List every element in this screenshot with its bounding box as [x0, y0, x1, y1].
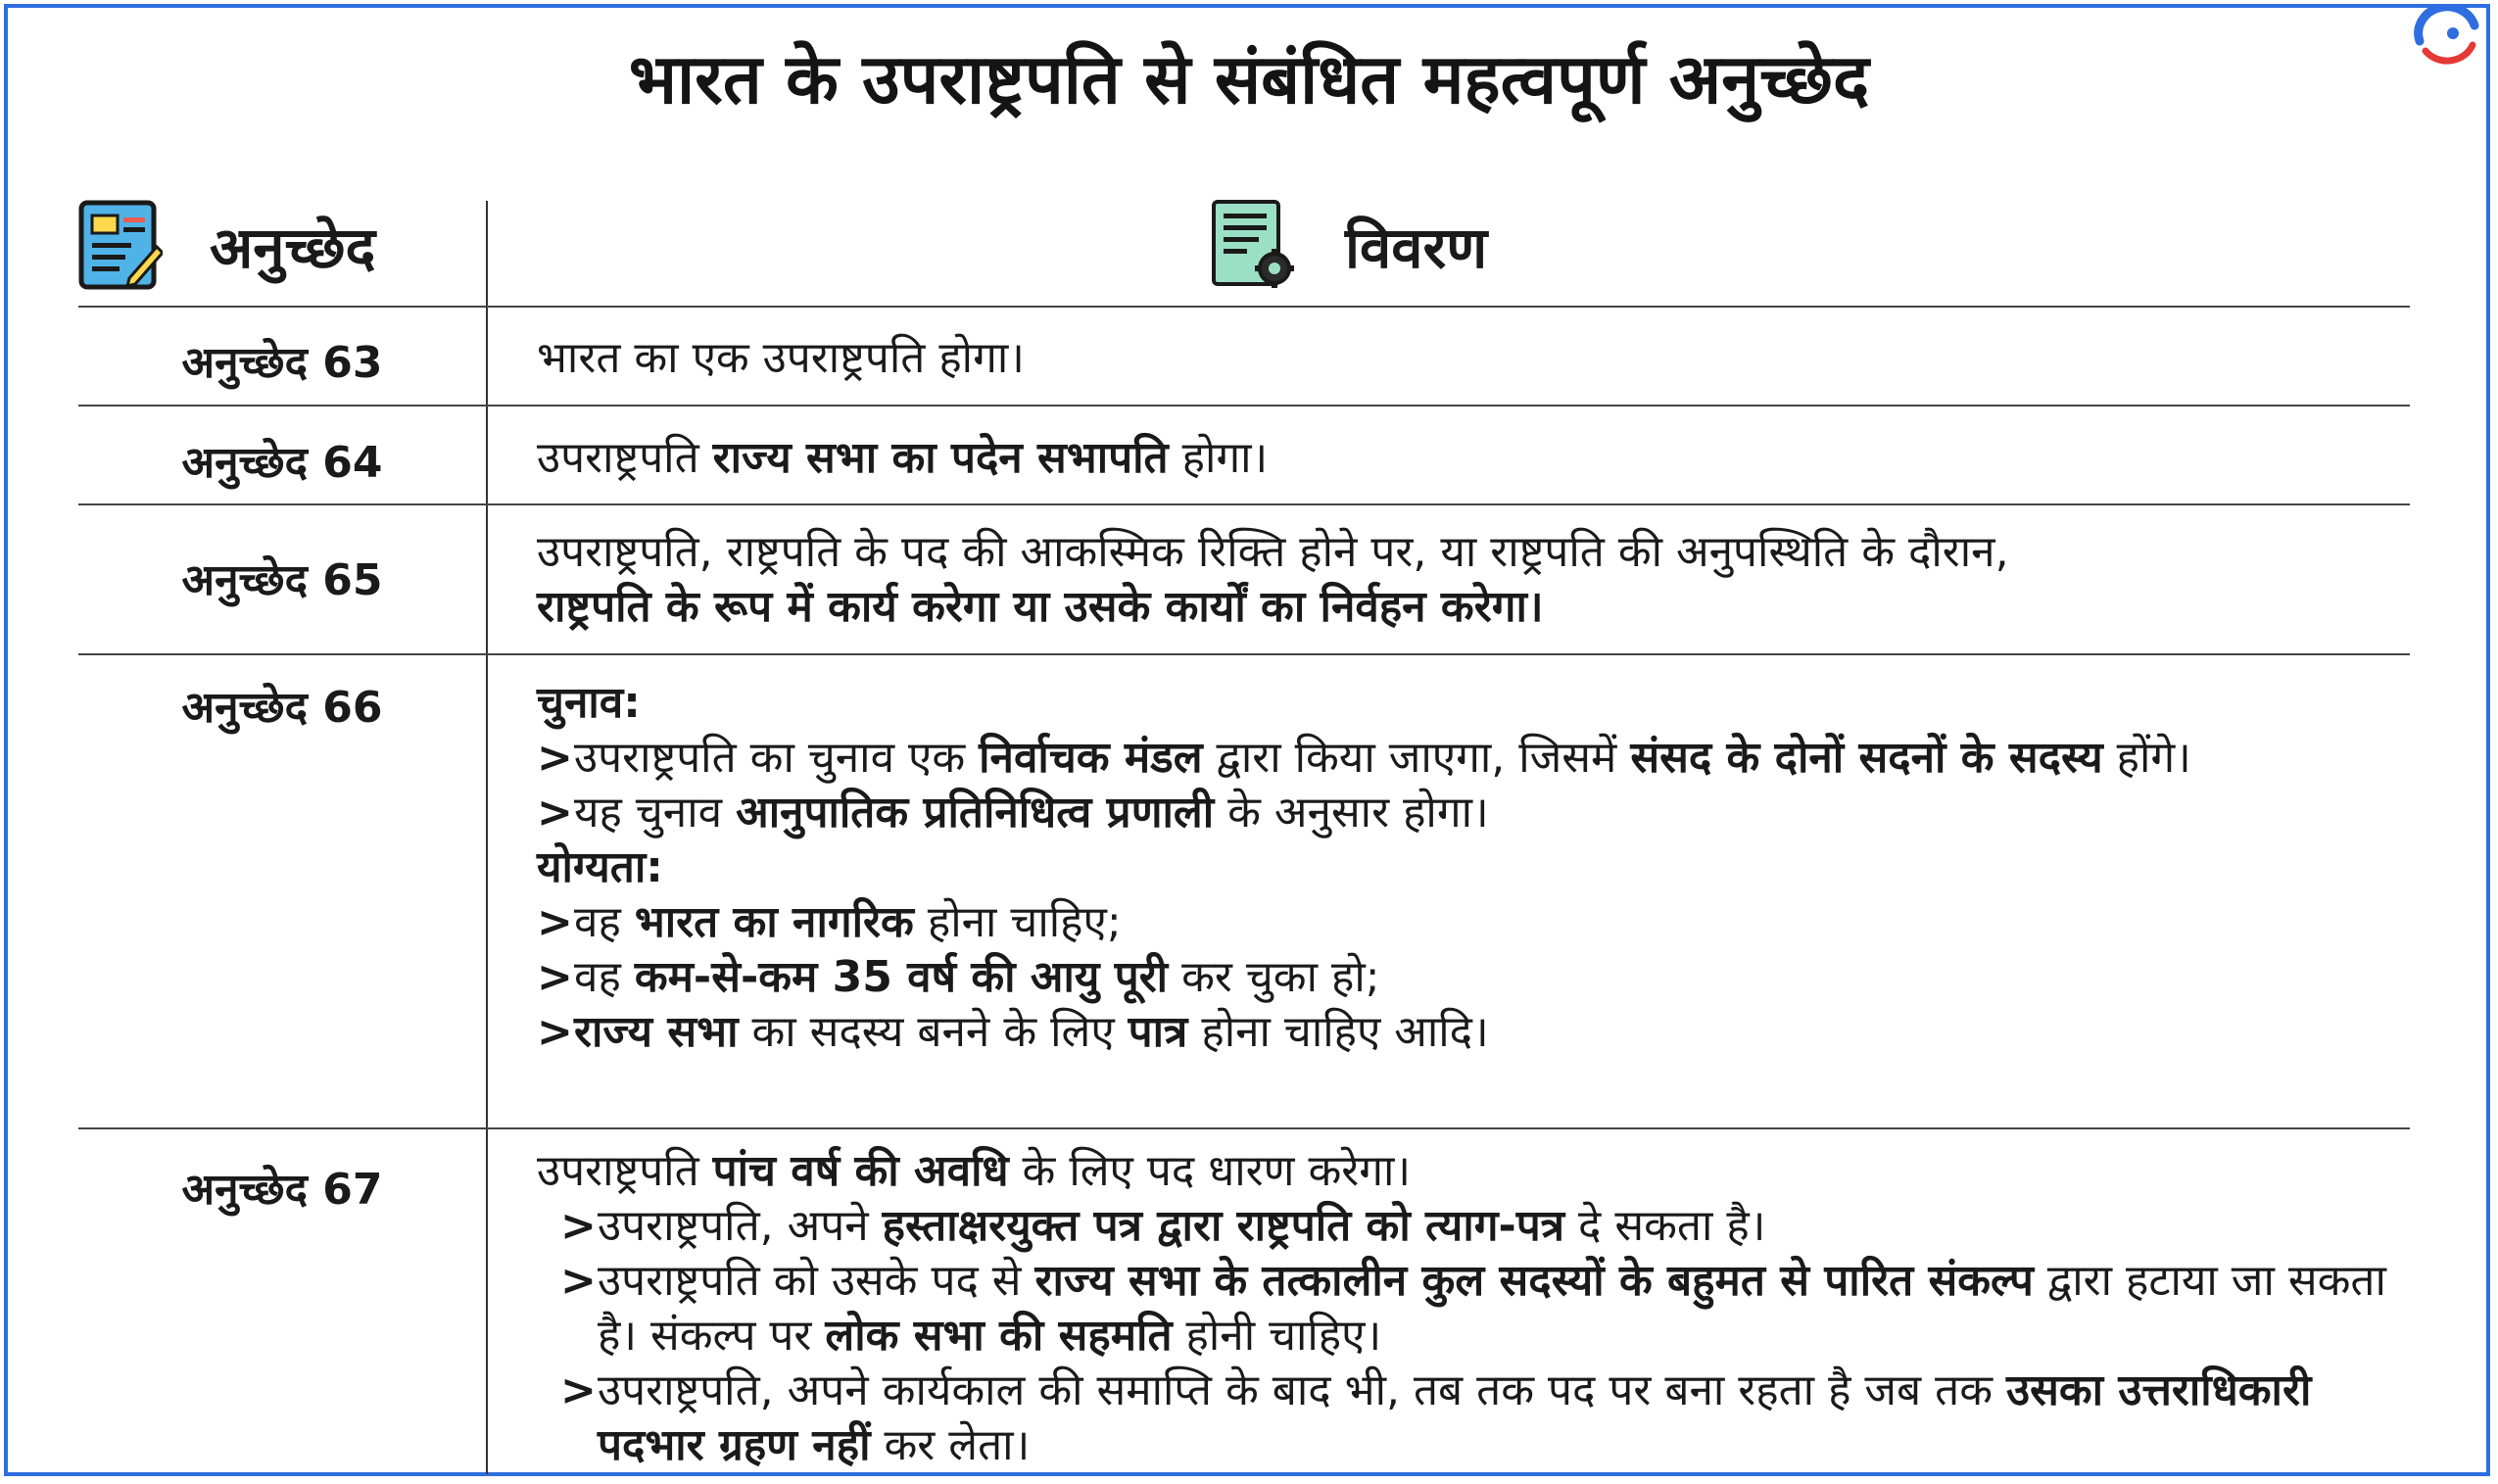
row-divider — [78, 503, 2410, 505]
article-description — [537, 676, 2418, 1060]
description-text: उपराष्ट्रपति — [537, 433, 713, 483]
bullet-text: उपराष्ट्रपति का चुनाव एक — [574, 733, 980, 783]
bullet-item — [537, 1005, 2418, 1060]
bullet-arrow-icon: > — [560, 1365, 597, 1415]
page-title: भारत के उपराष्ट्रपति से संबंधित महत्वपूर्ण अनुच्छेद — [628, 39, 1870, 120]
bullet-bold: उसका उत्तराधिकारी पदभार ग्रहण नहीं — [598, 1365, 2312, 1470]
document-settings-icon — [1210, 198, 1298, 292]
description-bold: पांच वर्ष की अवधि — [712, 1146, 1009, 1196]
description-text: के लिए पद धारण करेगा। — [1008, 1146, 1412, 1196]
bullet-text: वह — [574, 952, 635, 1002]
bullet-text: कर चुका हो; — [1168, 952, 1380, 1002]
bullet-item — [537, 731, 2418, 786]
bullet-text: के अनुसार होगा। — [1214, 788, 1489, 838]
bullet-bold: हस्ताक्षरयुक्त पत्र द्वारा राष्ट्रपति को त्याग-पत्र — [882, 1201, 1565, 1251]
bullet-bold: पात्र — [1128, 1007, 1188, 1057]
bullet-arrow-icon: > — [537, 1007, 573, 1057]
header-article-label: अनुच्छेद — [210, 214, 376, 281]
bullet-text: होंगे। — [2102, 733, 2191, 783]
bullet-arrow-icon: > — [537, 952, 573, 1002]
header-description-label: विवरण — [1345, 214, 1488, 281]
subheading-election: चुनाव: — [537, 678, 641, 728]
bullet-bold: आनुपातिक प्रतिनिधित्व प्रणाली — [736, 788, 1215, 838]
bullet-text: वह — [574, 897, 635, 947]
bullet-text: कर लेता। — [870, 1420, 1031, 1470]
article-description — [537, 331, 2418, 386]
bullet-text: द्वारा किया जाएगा, जिसमें — [1202, 733, 1631, 783]
bullet-arrow-icon: > — [560, 1201, 597, 1251]
bullet-item — [537, 895, 2418, 950]
bullet-arrow-icon: > — [537, 897, 573, 947]
article-label: अनुच्छेद 63 — [181, 338, 383, 388]
subheading-qualification: योग्यता: — [537, 842, 663, 892]
header-divider — [78, 306, 2410, 308]
bullet-arrow-icon: > — [537, 788, 573, 838]
bullet-bold: भारत का नागरिक — [634, 897, 914, 947]
bullet-item — [537, 950, 2418, 1005]
bullet-text: होनी चाहिए। — [1172, 1311, 1382, 1361]
article-label: अनुच्छेद 67 — [181, 1165, 383, 1215]
article-label: अनुच्छेद 66 — [181, 683, 383, 733]
bullet-bold: राज्य सभा के तत्कालीन कुल सदस्यों के बहुमत से पारित संकल्प — [1034, 1256, 2034, 1306]
bullet-arrow-icon: > — [537, 733, 573, 783]
bullet-bold: निर्वाचक मंडल — [979, 733, 1203, 783]
bullet-item — [537, 1199, 2418, 1254]
header-article — [78, 186, 375, 304]
bullet-bold: संसद के दोनों सदनों के सदस्य — [1630, 733, 2103, 783]
edit-document-icon — [78, 200, 163, 290]
bullet-text: का सदस्य बनने के लिए — [738, 1007, 1129, 1057]
bullet-text: यह चुनाव — [574, 788, 737, 838]
bullet-text: उपराष्ट्रपति, अपने — [598, 1201, 883, 1251]
article-description — [537, 525, 2418, 635]
description-text: उपराष्ट्रपति — [537, 1146, 713, 1196]
article-description — [537, 1144, 2418, 1473]
bullet-text: द्वारा हटाया जा सकता है। संकल्प पर — [598, 1256, 2386, 1361]
bullet-item — [537, 1254, 2418, 1364]
row-divider — [78, 653, 2410, 655]
row-divider — [78, 1127, 2410, 1129]
bullet-text: उपराष्ट्रपति, अपने कार्यकाल की समाप्ति के बाद भी, तब तक पद पर बना रहता है जब तक — [598, 1365, 2007, 1415]
article-label: अनुच्छेद 64 — [181, 438, 383, 488]
bullet-bold: राज्य सभा — [574, 1007, 739, 1057]
bullet-text: उपराष्ट्रपति को उसके पद से — [598, 1256, 1035, 1306]
article-label: अनुच्छेद 65 — [181, 555, 383, 605]
row-divider — [78, 405, 2410, 407]
description-text: उपराष्ट्रपति, राष्ट्रपति के पद की आकस्मिक रिक्ति होने पर, या राष्ट्रपति की अनुपस्थिति के दौरान, — [537, 527, 2009, 577]
bullet-text: होना चाहिए आदि। — [1187, 1007, 1489, 1057]
article-description — [537, 431, 2418, 486]
bullet-bold: लोक सभा की सहमति — [825, 1311, 1173, 1361]
description-bold: राष्ट्रपति के रूप में कार्य करेगा या उसके कार्यों का निर्वहन करेगा। — [537, 582, 1544, 632]
description-text: भारत का एक उपराष्ट्रपति होगा। — [537, 333, 1025, 383]
column-divider — [486, 201, 488, 1474]
description-bold: राज्य सभा का पदेन सभापति — [712, 433, 1169, 483]
header-description — [1210, 186, 1487, 304]
bullet-text: होना चाहिए; — [913, 897, 1122, 947]
bullet-text: दे सकता है। — [1564, 1201, 1766, 1251]
bullet-arrow-icon: > — [560, 1256, 597, 1306]
bullet-item — [537, 786, 2418, 840]
bullet-bold: कम-से-कम 35 वर्ष की आयु पूरी — [634, 952, 1169, 1002]
description-text: होगा। — [1168, 433, 1269, 483]
bullet-item — [537, 1364, 2418, 1473]
